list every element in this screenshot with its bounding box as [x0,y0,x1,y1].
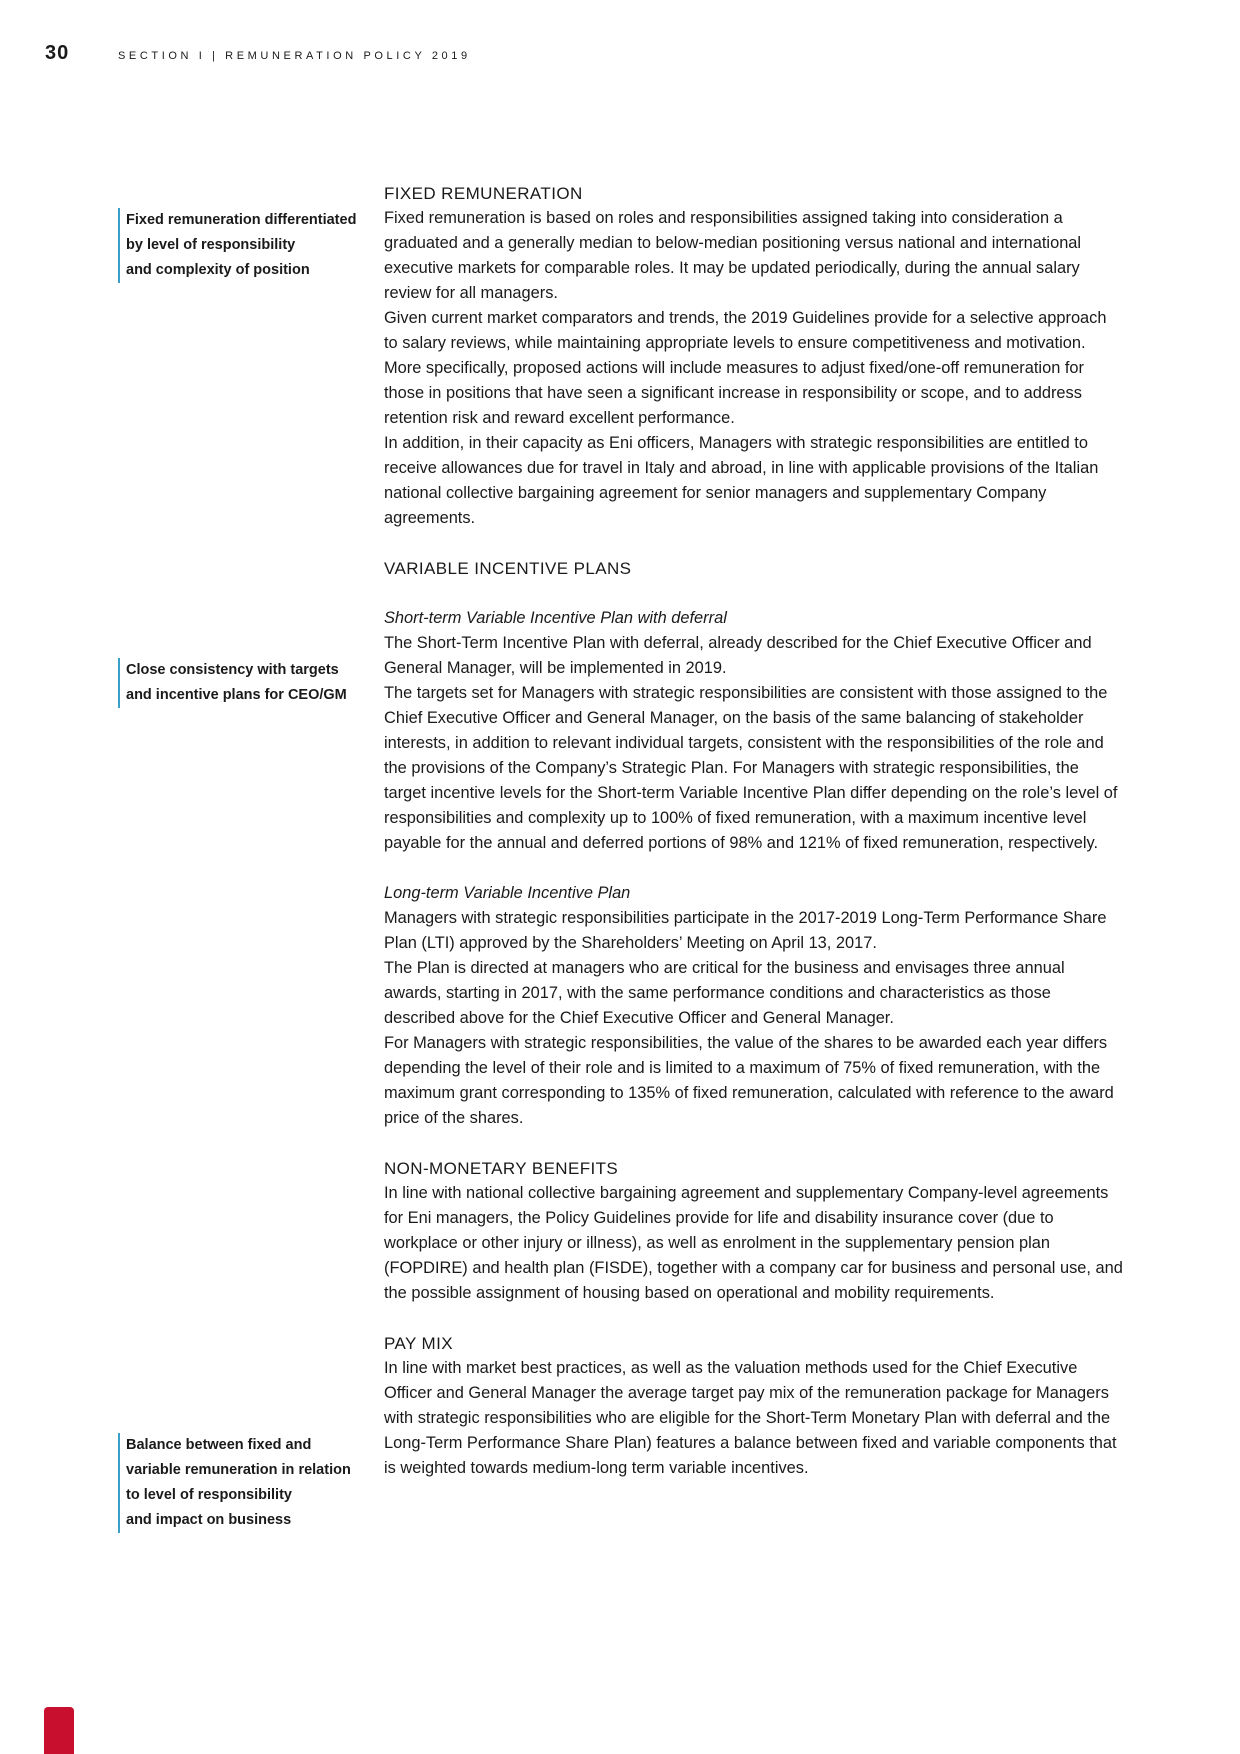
paragraph: The targets set for Managers with strategic responsibilities are consistent with those assigned to the Chief Executive Officer and General Manager, on the basis of the same balancing of stakeholder interests, in addition to relevant individual targets, consistent with the responsibilities of the role and the provisions of the Company’s Strategic Plan. For Managers with strategic responsibilities, the target incentive levels for the Short-term Variable Incentive Plan differ depending on the role’s level of responsibilities and complexity up to 100% of fixed remuneration, with a maximum incentive level payable for the annual and deferred portions of 98% and 121% of fixed remuneration, respectively. [384,684,1118,852]
sidenote-fixed-remuneration [118,208,366,283]
main-content [384,181,1124,1481]
sidenote-line: by level of responsibility [126,237,296,253]
paragraph: In addition, in their capacity as Eni officers, Managers with strategic responsibilities are entitled to receive allowances due for travel in Italy and abroad, in line with applicable provisions of the Italian national collective bargaining agreement for senior managers and supplementary Company agreements. [384,434,1099,527]
paragraph: In line with market best practices, as well as the valuation methods used for the Chief Executive Officer and General Manager the average target pay mix of the remuneration package for Managers with strategic responsibilities who are eligible for the Short-Term Monetary Plan with deferral and the Long-Term Performance Share Plan) features a balance between fixed and variable components that is weighted towards medium-long term variable incentives. [384,1359,1117,1477]
heading-pay-mix: PAY MIX [384,1334,453,1353]
paragraph: Fixed remuneration is based on roles and responsibilities assigned taking into consideration a graduated and a generally median to below-median positioning versus national and international executive markets for comparable roles. It may be updated periodically, during the annual salary review for all managers. [384,209,1082,302]
sidenote-line: and complexity of position [126,262,310,278]
spacer [384,581,1124,606]
page-edge-tab [44,1707,74,1754]
sidenote-incentive-consistency [118,658,366,708]
page-number: 30 [45,42,70,64]
running-header: SECTION I | REMUNERATION POLICY 2019 [118,50,471,62]
sidenote-line: and impact on business [126,1512,292,1528]
spacer [384,531,1124,556]
paragraph: The Short-Term Incentive Plan with deferral, already described for the Chief Executive Officer and General Manager, will be implemented in 2019. [384,634,1092,677]
subheading-short-term: Short-term Variable Incentive Plan with deferral [384,609,727,627]
spacer [384,1131,1124,1156]
sidenote-line: and incentive plans for CEO/GM [126,687,347,703]
heading-fixed-remuneration: FIXED REMUNERATION [384,184,583,203]
subheading-long-term: Long-term Variable Incentive Plan [384,884,631,902]
sidenote-line: variable remuneration in relation [126,1462,351,1478]
sidenote-line: Close consistency with targets [126,662,339,678]
paragraph: The Plan is directed at managers who are critical for the business and envisages three annual awards, starting in 2017, with the same performance conditions and characteristics as those described above for the Chief Executive Officer and General Manager. [384,959,1065,1027]
paragraph: Managers with strategic responsibilities participate in the 2017-2019 Long-Term Performance Share Plan (LTI) approved by the Shareholders’ Meeting on April 13, 2017. [384,909,1107,952]
sidenote-pay-balance [118,1433,366,1533]
spacer [384,856,1124,881]
heading-variable-incentive-plans: VARIABLE INCENTIVE PLANS [384,559,632,578]
heading-non-monetary-benefits: NON-MONETARY BENEFITS [384,1159,619,1178]
sidenote-line: to level of responsibility [126,1487,292,1503]
paragraph: For Managers with strategic responsibilities, the value of the shares to be awarded each year differs depending the level of their role and is limited to a maximum of 75% of fixed remuneration, with the maximum grant corresponding to 135% of fixed remuneration, calculated with reference to the award price of the shares. [384,1034,1114,1127]
sidenote-line: Balance between fixed and [126,1437,312,1453]
paragraph: In line with national collective bargaining agreement and supplementary Company-level agreements for Eni managers, the Policy Guidelines provide for life and disability insurance cover (due to workplace or other injury or illness), as well as enrolment in the supplementary pension plan (FOPDIRE) and health plan (FISDE), together with a company car for business and personal use, and the possible assignment of housing based on operational and mobility requirements. [384,1184,1123,1302]
paragraph: Given current market comparators and trends, the 2019 Guidelines provide for a selective approach to salary reviews, while maintaining appropriate levels to ensure competitiveness and motivation. [384,309,1107,352]
paragraph: More specifically, proposed actions will include measures to adjust fixed/one-off remuneration for those in positions that have seen a significant increase in responsibility or scope, and to address retention risk and reward excellent performance. [384,359,1084,427]
sidenote-line: Fixed remuneration differentiated [126,212,357,228]
spacer [384,1306,1124,1331]
